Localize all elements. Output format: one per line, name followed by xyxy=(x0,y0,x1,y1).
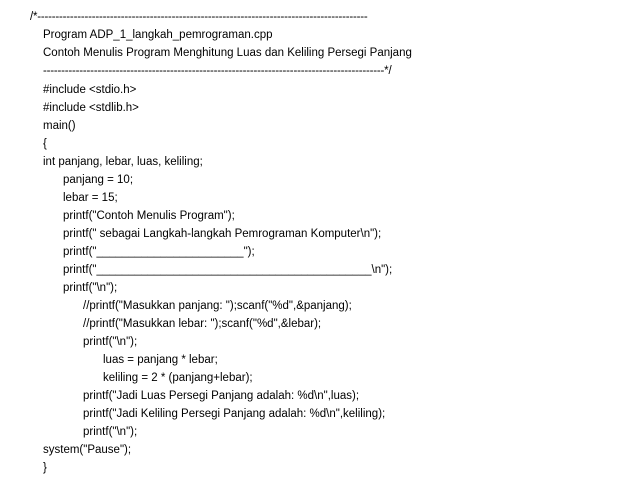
open-brace-line: { xyxy=(43,138,47,150)
printf-line: printf("\n"); xyxy=(83,426,138,438)
assign-keliling-line: keliling = 2 * (panjang+lebar); xyxy=(103,372,253,384)
comment-open-line: /*------------------------------------------------------------------------------------------- xyxy=(30,11,368,23)
printf-line: printf("Contoh Menulis Program"); xyxy=(63,210,235,222)
main-line: main() xyxy=(43,120,76,132)
printf-line: printf("___________________________________________\n"); xyxy=(63,264,393,276)
comment-line: //printf("Masukkan lebar: ");scanf("%d",&lebar); xyxy=(83,318,322,330)
include-stdlib-line: #include <stdlib.h> xyxy=(43,102,139,114)
printf-line: printf("_______________________"); xyxy=(63,246,255,258)
include-stdio-line: #include <stdio.h> xyxy=(43,84,137,96)
description-line: Contoh Menulis Program Menghitung Luas dan Keliling Persegi Panjang xyxy=(43,47,412,59)
assign-luas-line: luas = panjang * lebar; xyxy=(103,354,218,366)
printf-line: printf("\n"); xyxy=(83,336,138,348)
printf-line: printf(" sebagai Langkah-langkah Pemrograman Komputer\n"); xyxy=(63,228,382,240)
system-pause-line: system("Pause"); xyxy=(43,444,132,456)
comment-line: //printf("Masukkan panjang: ");scanf("%d",&panjang); xyxy=(83,300,352,312)
assign-panjang-line: panjang = 10; xyxy=(63,174,134,186)
comment-close-line: ----------------------------------------------------------------------------------------------*/ xyxy=(43,65,392,77)
close-brace-line: } xyxy=(43,462,47,474)
printf-line: printf("Jadi Keliling Persegi Panjang adalah: %d\n",keliling); xyxy=(83,408,386,420)
printf-line: printf("\n"); xyxy=(63,282,118,294)
assign-lebar-line: lebar = 15; xyxy=(63,192,118,204)
printf-line: printf("Jadi Luas Persegi Panjang adalah: %d\n",luas); xyxy=(83,390,360,402)
declaration-line: int panjang, lebar, luas, keliling; xyxy=(43,156,203,168)
program-name-line: Program ADP_1_langkah_pemrograman.cpp xyxy=(43,29,273,41)
